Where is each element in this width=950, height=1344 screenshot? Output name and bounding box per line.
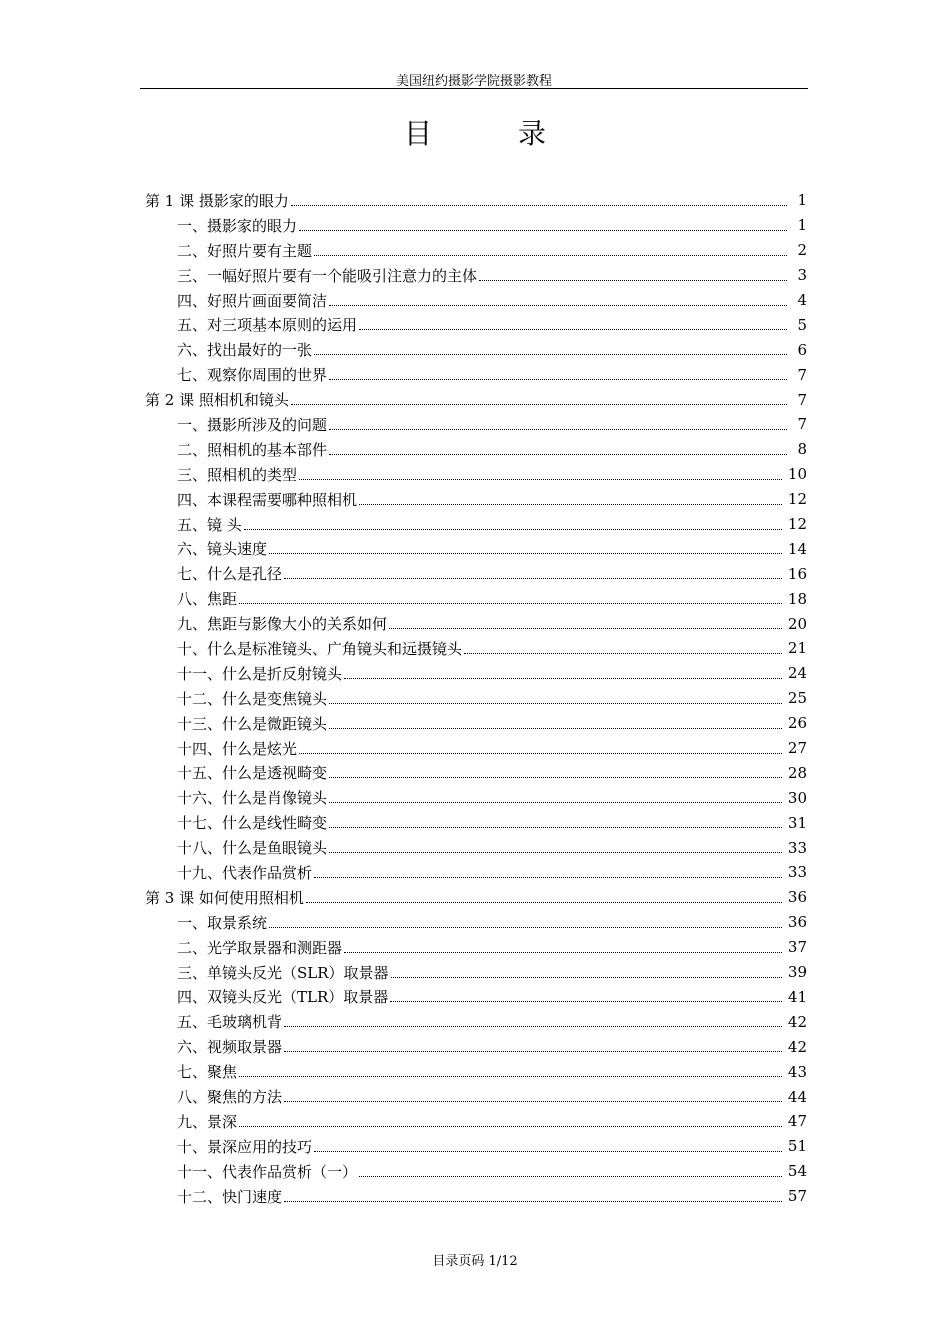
toc-section-entry[interactable] [145, 462, 807, 487]
toc-entry-label: 七、什么是孔径 [177, 565, 283, 584]
toc-section-entry[interactable] [145, 636, 807, 661]
toc-entry-page-number: 43 [787, 1062, 807, 1081]
toc-dot-leader [329, 379, 787, 380]
toc-section-entry[interactable] [145, 362, 807, 387]
toc-entry-label: 九、焦距与影像大小的关系如何 [177, 615, 388, 634]
toc-dot-leader [329, 305, 787, 306]
toc-entry-label: 第 1 课 摄影家的眼力 [145, 191, 289, 210]
toc-entry-page-number: 16 [787, 564, 807, 583]
toc-entry-label: 十三、什么是微距镜头 [177, 714, 328, 733]
toc-dot-leader [284, 578, 782, 579]
toc-entry-page-number: 42 [787, 1012, 807, 1031]
toc-dot-leader [314, 877, 782, 878]
toc-dot-leader [269, 553, 782, 554]
toc-entry-page-number: 37 [787, 938, 807, 957]
toc-entry-page-number: 2 [797, 241, 807, 260]
toc-entry-page-number: 42 [787, 1037, 807, 1056]
toc-entry-page-number: 25 [787, 689, 807, 708]
toc-section-entry[interactable] [145, 487, 807, 512]
toc-section-entry[interactable] [145, 263, 807, 288]
toc-chapter-entry[interactable] [145, 387, 807, 412]
toc-dot-leader [390, 1001, 782, 1002]
toc-entry-page-number: 12 [787, 515, 807, 534]
toc-entry-page-number: 33 [787, 838, 807, 857]
toc-section-entry[interactable] [145, 910, 807, 935]
toc-entry-label: 第 3 课 如何使用照相机 [145, 888, 304, 907]
toc-section-entry[interactable] [145, 835, 807, 860]
toc-section-entry[interactable] [145, 760, 807, 785]
toc-entry-page-number: 54 [787, 1162, 807, 1181]
toc-entry-label: 六、找出最好的一张 [177, 341, 313, 360]
toc-entry-label: 十九、代表作品赏析 [177, 863, 313, 882]
toc-entry-label: 十七、什么是线性畸变 [177, 814, 328, 833]
toc-section-entry[interactable] [145, 536, 807, 561]
toc-entry-page-number: 8 [797, 440, 807, 459]
toc-dot-leader [329, 852, 782, 853]
toc-dot-leader [359, 329, 787, 330]
toc-section-entry[interactable] [145, 711, 807, 736]
toc-entry-label: 十、什么是标准镜头、广角镜头和远摄镜头 [177, 639, 463, 658]
toc-entry-label: 十八、什么是鱼眼镜头 [177, 839, 328, 858]
toc-entry-page-number: 26 [787, 714, 807, 733]
toc-section-entry[interactable] [145, 437, 807, 462]
toc-entry-page-number: 3 [797, 266, 807, 285]
toc-entry-label: 六、镜头速度 [177, 540, 268, 559]
toc-section-entry[interactable] [145, 1159, 807, 1184]
toc-entry-label: 十二、快门速度 [177, 1187, 283, 1206]
toc-dot-leader [299, 230, 787, 231]
toc-section-entry[interactable] [145, 935, 807, 960]
toc-section-entry[interactable] [145, 337, 807, 362]
toc-entry-page-number: 24 [787, 664, 807, 683]
toc-entry-label: 一、取景系统 [177, 913, 268, 932]
toc-section-entry[interactable] [145, 561, 807, 586]
toc-dot-leader [329, 777, 782, 778]
toc-entry-label: 十六、什么是肖像镜头 [177, 789, 328, 808]
toc-entry-page-number: 47 [787, 1112, 807, 1131]
toc-entry-label: 十一、代表作品赏析（一） [177, 1162, 358, 1181]
toc-dot-leader [464, 653, 782, 654]
toc-section-entry[interactable] [145, 1009, 807, 1034]
toc-dot-leader [329, 802, 782, 803]
toc-entry-page-number: 18 [787, 589, 807, 608]
toc-dot-leader [314, 1151, 782, 1152]
toc-section-entry[interactable] [145, 1134, 807, 1159]
toc-entry-label: 四、双镜头反光（TLR）取景器 [177, 988, 389, 1007]
toc-dot-leader [329, 454, 787, 455]
toc-entry-label: 二、照相机的基本部件 [177, 440, 328, 459]
toc-entry-label: 三、照相机的类型 [177, 465, 298, 484]
toc-dot-leader [359, 504, 782, 505]
toc-dot-leader [299, 753, 782, 754]
toc-entry-page-number: 36 [787, 888, 807, 907]
toc-section-entry[interactable] [145, 312, 807, 337]
toc-section-entry[interactable] [145, 1059, 807, 1084]
toc-entry-page-number: 41 [787, 987, 807, 1006]
toc-entry-label: 四、好照片画面要简洁 [177, 291, 328, 310]
toc-entry-page-number: 27 [787, 739, 807, 758]
toc-section-entry[interactable] [145, 512, 807, 537]
toc-section-entry[interactable] [145, 810, 807, 835]
toc-dot-leader [329, 429, 787, 430]
title-left-char: 目 [403, 117, 432, 150]
toc-entry-label: 十二、什么是变焦镜头 [177, 689, 328, 708]
table-of-contents [145, 188, 807, 1209]
toc-entry-page-number: 6 [797, 340, 807, 359]
toc-entry-page-number: 44 [787, 1087, 807, 1106]
toc-section-entry[interactable] [145, 985, 807, 1010]
header-rule [140, 88, 808, 89]
toc-entry-label: 第 2 课 照相机和镜头 [145, 391, 289, 410]
running-header: 美国纽约摄影学院摄影教程 [395, 74, 552, 89]
toc-section-entry[interactable] [145, 288, 807, 313]
toc-dot-leader [314, 255, 787, 256]
toc-section-entry[interactable] [145, 860, 807, 885]
toc-section-entry[interactable] [145, 960, 807, 985]
toc-entry-page-number: 36 [787, 913, 807, 932]
toc-entry-label: 一、摄影所涉及的问题 [177, 415, 328, 434]
toc-dot-leader [291, 205, 787, 206]
toc-entry-label: 五、对三项基本原则的运用 [177, 316, 358, 335]
toc-entry-page-number: 21 [787, 639, 807, 658]
toc-section-entry[interactable] [145, 412, 807, 437]
toc-entry-label: 三、一幅好照片要有一个能吸引注意力的主体 [177, 266, 478, 285]
toc-entry-page-number: 51 [787, 1137, 807, 1156]
toc-entry-page-number: 7 [797, 415, 807, 434]
toc-dot-leader [239, 603, 782, 604]
toc-entry-label: 十五、什么是透视畸变 [177, 764, 328, 783]
toc-entry-page-number: 12 [787, 490, 807, 509]
toc-dot-leader [239, 1076, 782, 1077]
toc-entry-page-number: 4 [797, 291, 807, 309]
toc-dot-leader [299, 479, 782, 480]
toc-dot-leader [391, 977, 782, 978]
toc-section-entry[interactable] [145, 1084, 807, 1109]
toc-entry-label: 三、单镜头反光（SLR）取景器 [177, 963, 389, 982]
page-footer: 目录页码 1/12 [432, 1254, 518, 1269]
toc-section-entry[interactable] [145, 1109, 807, 1134]
toc-section-entry[interactable] [145, 238, 807, 263]
toc-dot-leader [329, 703, 782, 704]
toc-entry-page-number: 28 [787, 763, 807, 782]
toc-dot-leader [306, 902, 782, 903]
toc-dot-leader [359, 1176, 782, 1177]
toc-entry-label: 七、聚焦 [177, 1063, 238, 1082]
toc-dot-leader [329, 827, 782, 828]
toc-entry-page-number: 31 [787, 813, 807, 832]
toc-dot-leader [479, 280, 787, 281]
toc-entry-page-number: 57 [787, 1187, 807, 1206]
toc-section-entry[interactable] [145, 1184, 807, 1209]
toc-section-entry[interactable] [145, 686, 807, 711]
toc-entry-label: 五、毛玻璃机背 [177, 1013, 283, 1032]
toc-entry-label: 十、景深应用的技巧 [177, 1137, 313, 1156]
toc-section-entry[interactable] [145, 1034, 807, 1059]
toc-dot-leader [239, 1126, 782, 1127]
toc-entry-page-number: 1 [797, 191, 807, 210]
toc-entry-page-number: 14 [787, 539, 807, 558]
toc-dot-leader [284, 1101, 782, 1102]
toc-dot-leader [284, 1026, 782, 1027]
toc-dot-leader [389, 628, 782, 629]
toc-entry-label: 六、视频取景器 [177, 1038, 283, 1057]
toc-entry-page-number: 1 [797, 216, 807, 235]
toc-dot-leader [284, 1201, 782, 1202]
toc-entry-page-number: 10 [787, 465, 807, 484]
toc-section-entry[interactable] [145, 736, 807, 761]
toc-dot-leader [291, 404, 787, 405]
toc-entry-page-number: 5 [797, 315, 807, 334]
toc-entry-label: 二、好照片要有主题 [177, 241, 313, 260]
toc-section-entry[interactable] [145, 661, 807, 686]
toc-entry-label: 八、焦距 [177, 590, 238, 609]
toc-entry-page-number: 7 [797, 390, 807, 409]
toc-chapter-entry[interactable] [145, 188, 807, 213]
toc-entry-page-number: 30 [787, 788, 807, 807]
toc-dot-leader [284, 1051, 782, 1052]
toc-entry-page-number: 20 [787, 614, 807, 633]
toc-entry-label: 十四、什么是炫光 [177, 739, 298, 758]
toc-entry-page-number: 7 [797, 365, 807, 384]
toc-section-entry[interactable] [145, 586, 807, 611]
toc-entry-label: 十一、什么是折反射镜头 [177, 664, 343, 683]
toc-entry-label: 九、景深 [177, 1112, 238, 1131]
toc-chapter-entry[interactable] [145, 885, 807, 910]
page-title [0, 112, 950, 152]
toc-dot-leader [244, 529, 782, 530]
toc-section-entry[interactable] [145, 611, 807, 636]
toc-dot-leader [344, 952, 782, 953]
toc-entry-label: 二、光学取景器和测距器 [177, 938, 343, 957]
toc-section-entry[interactable] [145, 785, 807, 810]
toc-entry-label: 一、摄影家的眼力 [177, 216, 298, 235]
toc-section-entry[interactable] [145, 213, 807, 238]
toc-entry-page-number: 33 [787, 863, 807, 882]
toc-entry-label: 五、镜 头 [177, 515, 242, 534]
toc-dot-leader [344, 678, 782, 679]
toc-entry-label: 七、观察你周围的世界 [177, 366, 328, 385]
toc-entry-page-number: 39 [787, 963, 807, 982]
toc-dot-leader [314, 354, 787, 355]
toc-dot-leader [329, 728, 782, 729]
title-right-char: 录 [518, 117, 547, 150]
toc-entry-label: 四、本课程需要哪种照相机 [177, 490, 358, 509]
toc-dot-leader [269, 927, 782, 928]
toc-entry-label: 八、聚焦的方法 [177, 1088, 283, 1106]
